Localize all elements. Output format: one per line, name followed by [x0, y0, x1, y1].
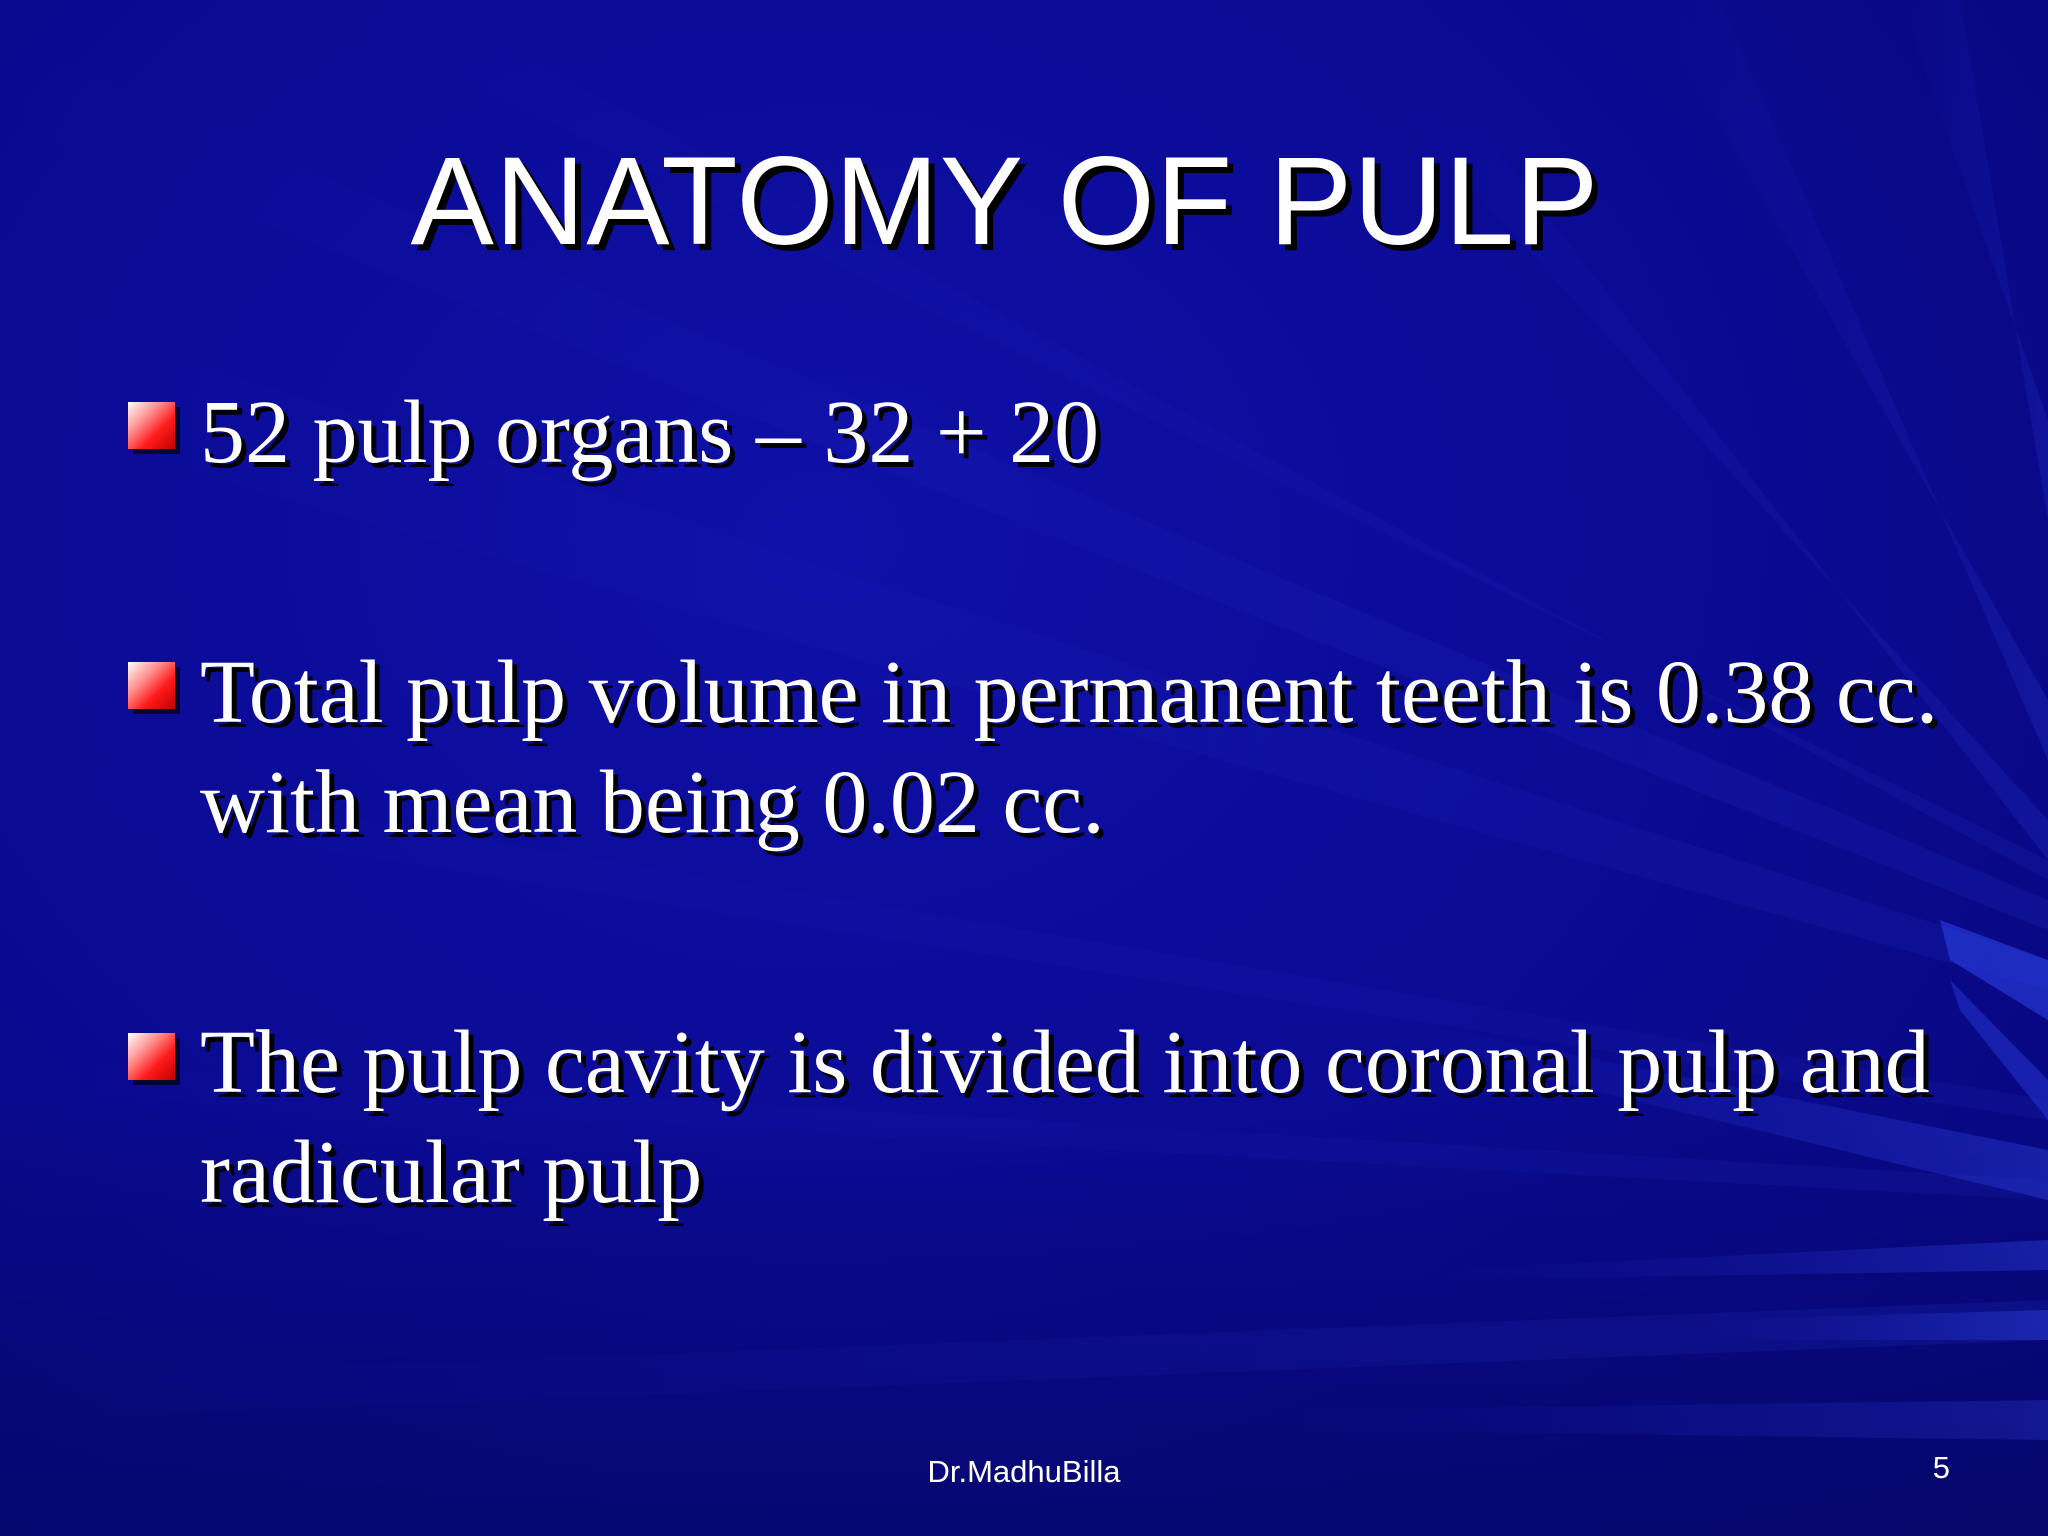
bullet-text: 52 pulp organs – 32 + 20	[200, 383, 1100, 482]
slide-title: ANATOMY OF PULP	[410, 132, 1600, 271]
red-gradient-square-icon	[128, 402, 175, 449]
slide-footer: Dr.MadhuBilla	[927, 1454, 1121, 1489]
red-gradient-square-icon	[128, 1033, 175, 1080]
bullet-text: The pulp cavity is divided into coronal pulp and radicular pulp	[200, 1013, 1930, 1222]
red-gradient-square-icon	[128, 662, 175, 709]
page-number: 5	[1932, 1450, 1950, 1485]
bullet-text: Total pulp volume in permanent teeth is 0.38 cc. with mean being 0.02 cc.	[200, 643, 1939, 852]
